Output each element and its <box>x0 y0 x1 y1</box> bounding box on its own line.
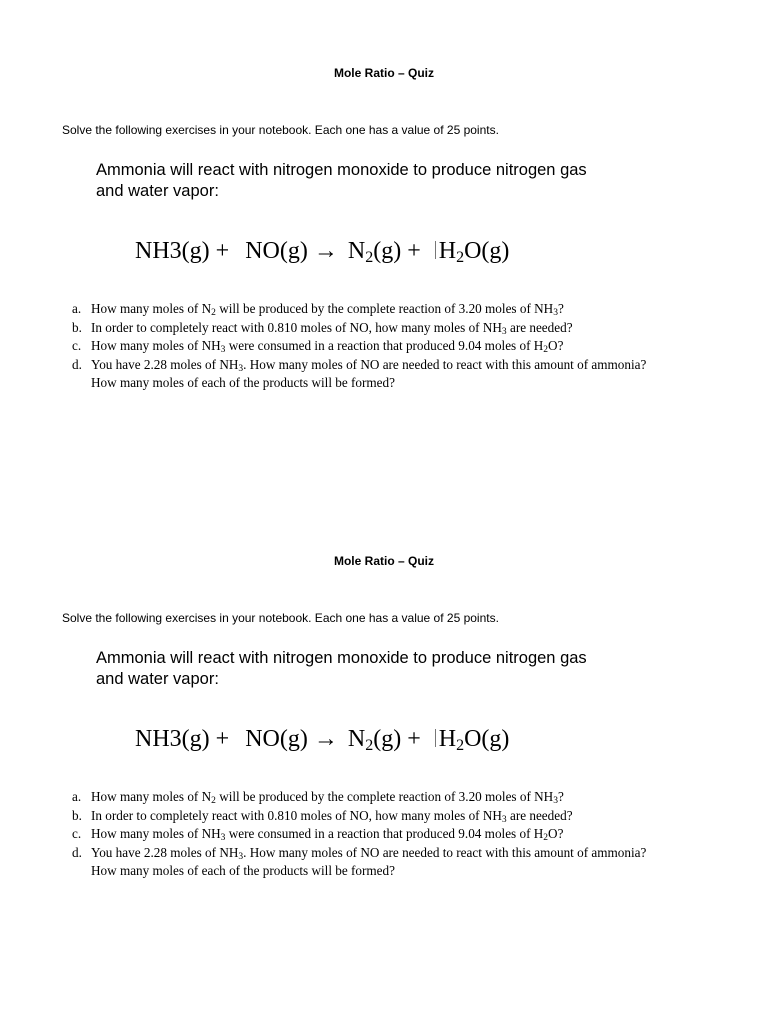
question-marker: a. <box>72 301 82 316</box>
product-nitrogen-gas: $N_2(g)$ + <box>347 726 421 754</box>
problem-intro-line-1: Ammonia will react with nitrogen monoxide to produce nitrogen gas <box>96 161 587 179</box>
scan-artifact-mark <box>435 729 436 747</box>
question-marker: b. <box>72 319 82 335</box>
question-a: a. How many moles of $N_2$ will be produced by the complete reaction of 3.20 moles of $NH_3$? <box>72 789 564 806</box>
quiz-title: Mole Ratio – Quiz <box>333 66 434 80</box>
problem-intro <box>96 648 656 690</box>
question-marker: d. <box>72 844 82 860</box>
instructions-text: Solve the following exercises in your notebook. Each one has a value of 25 points. <box>62 611 499 625</box>
reactant-ammonia: NH3(g) + <box>135 238 230 264</box>
question-c: c. How many moles of $NH_3$ were consumed in a reaction that produced 9.04 moles of $H_2O$? <box>72 826 564 843</box>
question-c: c. How many moles of $NH_3$ were consumed in a reaction that produced 9.04 moles of $H_2O$? <box>72 338 564 355</box>
question-marker: c. <box>72 826 82 841</box>
question-marker: c. <box>72 338 82 353</box>
product-water-vapor: $H_2O(g)$ <box>435 726 510 753</box>
question-marker: b. <box>72 807 82 823</box>
question-marker: a. <box>72 789 82 804</box>
question-a: a. How many moles of $N_2$ will be produced by the complete reaction of 3.20 moles of $NH_3$? <box>72 301 564 318</box>
reactant-nitrogen-monoxide: NO(g) → <box>245 726 338 752</box>
question-b: b. In order to completely react with 0.810 moles of NO, how many moles of $NH_3$ are needed? <box>72 807 573 825</box>
product-water-vapor: $H_2O(g)$ <box>435 238 510 265</box>
problem-intro-line-2: and water vapor: <box>96 182 219 200</box>
question-d-line-2: How many moles of each of the products will be formed? <box>91 863 395 878</box>
instructions-text: Solve the following exercises in your notebook. Each one has a value of 25 points. <box>62 123 499 137</box>
question-list <box>72 788 712 881</box>
problem-intro-line-2: and water vapor: <box>96 670 219 688</box>
question-b: b. In order to completely react with 0.810 moles of NO, how many moles of $NH_3$ are needed? <box>72 319 573 337</box>
quiz-block-2 <box>0 488 768 908</box>
question-marker: d. <box>72 356 82 372</box>
problem-intro <box>96 160 656 202</box>
scan-artifact-mark <box>435 241 436 259</box>
problem-intro-line-1: Ammonia will react with nitrogen monoxide to produce nitrogen gas <box>96 649 587 667</box>
question-d-line-2: How many moles of each of the products will be formed? <box>91 375 395 390</box>
question-d: d. You have 2.28 moles of $NH_3$. How many moles of NO are needed to react with this amount of ammonia? How many moles of each of the products will be formed? <box>72 356 647 390</box>
reactant-ammonia: NH3(g) + <box>135 726 230 752</box>
question-list <box>72 300 712 393</box>
reactant-nitrogen-monoxide: NO(g) → <box>245 238 338 264</box>
question-d: d. You have 2.28 moles of $NH_3$. How many moles of NO are needed to react with this amount of ammonia? How many moles of each of the products will be formed? <box>72 844 647 878</box>
quiz-title: Mole Ratio – Quiz <box>333 554 434 568</box>
product-nitrogen-gas: $N_2(g)$ + <box>347 238 421 266</box>
chemical-equation <box>135 726 509 753</box>
chemical-equation <box>135 238 509 265</box>
quiz-block-1 <box>0 0 768 420</box>
